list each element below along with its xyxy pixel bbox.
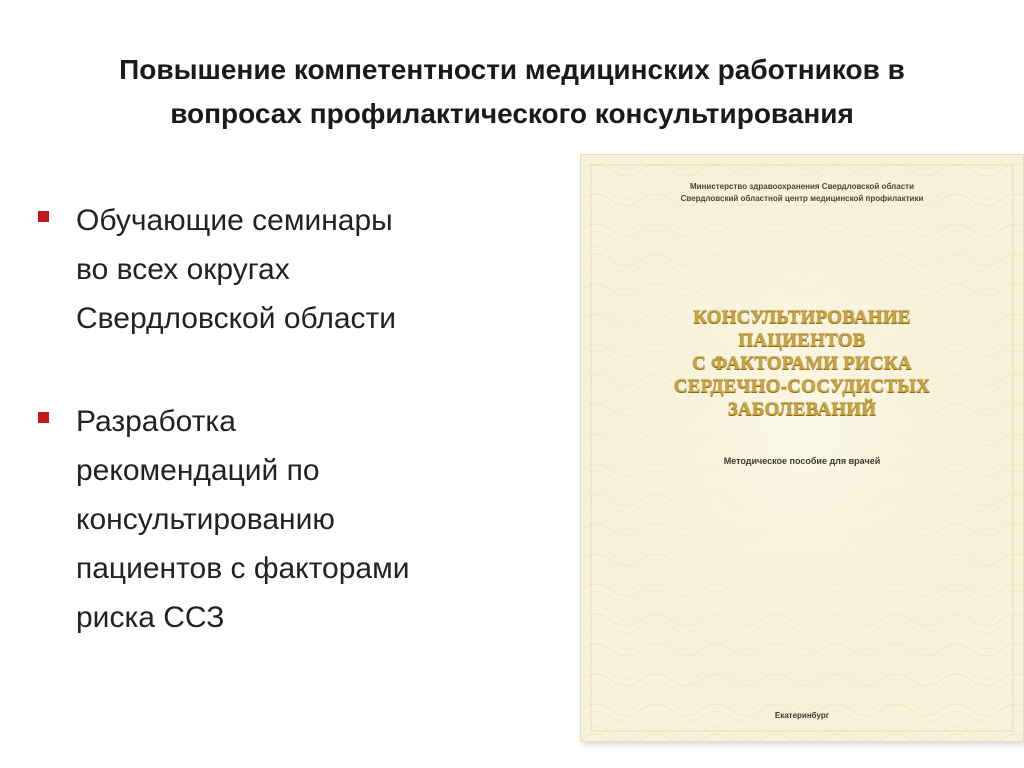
book-publisher (581, 181, 1023, 205)
bullet-text (76, 397, 506, 642)
book-title-line: С ФАКТОРАМИ РИСКА (692, 353, 912, 374)
bullet-line: консультированию (76, 503, 335, 536)
slide-title-line: Повышение компетентности медицинских работников в (119, 54, 905, 85)
bullet-square-icon (38, 412, 49, 423)
bullet-square-icon (38, 211, 49, 222)
book-title-line: КОНСУЛЬТИРОВАНИЕ (693, 307, 911, 328)
bullet-line: рекомендаций по (76, 454, 320, 487)
book-header-line: Свердловский областной центр медицинской профилактики (680, 194, 924, 203)
bullet-line: пациентов с факторами (76, 552, 410, 585)
slide-title (0, 48, 1024, 136)
book-title (581, 306, 1023, 421)
book-cover-image (581, 155, 1023, 741)
book-title-line: ПАЦИЕНТОВ (738, 330, 866, 351)
bullet-list (36, 196, 506, 642)
bullet-text (76, 196, 506, 343)
bullet-line: риска ССЗ (76, 601, 225, 634)
book-title-line: СЕРДЕЧНО-СОСУДИСТЫХ (673, 376, 931, 397)
book-city: Екатеринбург (774, 711, 830, 720)
guilloche-pattern (581, 155, 1023, 741)
bullet-item-seminars (36, 196, 506, 343)
bullet-line: Свердловской области (76, 302, 397, 335)
bullet-item-recommendations (36, 397, 506, 642)
bullet-line: Обучающие семинары (76, 204, 393, 237)
slide-title-line: вопросах профилактического консультирования (170, 98, 854, 129)
book-title-line: ЗАБОЛЕВАНИЙ (727, 399, 877, 420)
book-subtitle: Методическое пособие для врачей (723, 456, 881, 466)
bullet-line: Разработка (76, 405, 236, 438)
book-header-line: Министерство здравоохранения Свердловской области (689, 182, 914, 191)
bullet-line: во всех округах (76, 253, 290, 286)
